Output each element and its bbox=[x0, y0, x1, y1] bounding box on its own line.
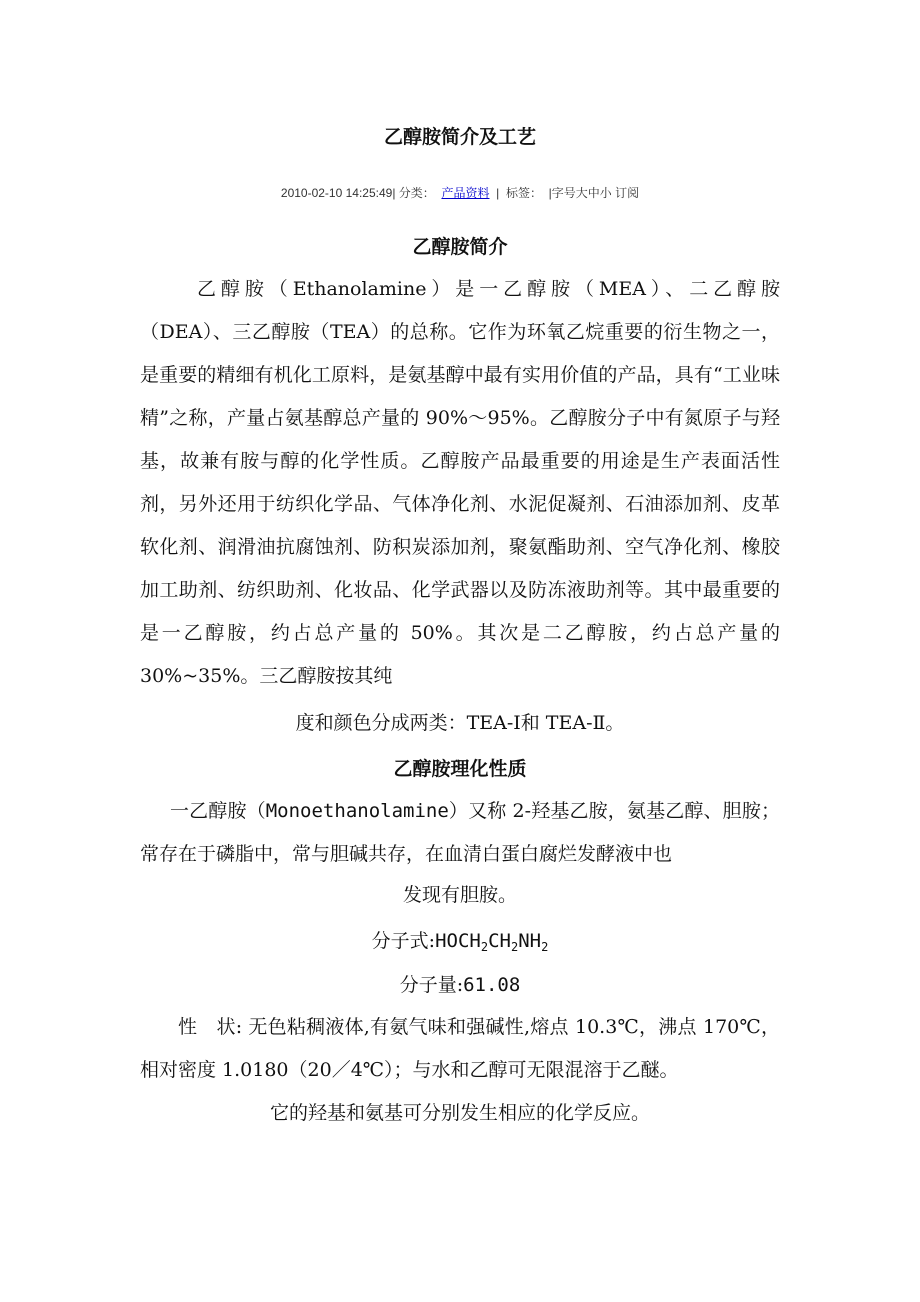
mea-description: 又称 2-羟基乙胺，氨基乙醇、胆胺；常存在于磷脂中，常与胆碱共存，在血清白蛋白腐烂发酵液中也 bbox=[140, 800, 780, 865]
category-label: 分类： bbox=[398, 186, 435, 200]
intro-paragraph: 乙醇胺（Ethanolamine）是一乙醇胺（MEA）、二乙醇胺（DEA）、三乙醇胺（TEA）的总称。它作为环氧乙烷重要的衍生物之一，是重要的精细有机化工原料，是氨基醇中最有实用价值的产品，具有“工业味精”之称，产量占氨基醇总产量的 90%～95%。乙醇胺分子中有氮原子与羟基，故兼有胺与醇的化学性质。乙醇胺产品最重要的用途是生产表面活性剂，另外还用于纺织化学品、气体净化剂、水泥促凝剂、石油添加剂、皮革软化剂、润滑油抗腐蚀剂、防积炭添加剂，聚氨酯助剂、空气净化剂、橡胶加工助剂、纺织助剂、化妆品、化学武器以及防冻液助剂等。其中最重要的是一乙醇胺，约占总产量的 50%。其次是二乙醇胺，约占总产量的 30%~35%。三乙醇胺按其纯 bbox=[140, 278, 780, 687]
meta-separator: | bbox=[496, 186, 500, 200]
section-heading-intro: 乙醇胺简介 bbox=[412, 236, 508, 258]
document-title: 乙醇胺简介及工艺 bbox=[383, 126, 536, 148]
formula-subscript: 2 bbox=[510, 940, 519, 954]
properties-paragraph bbox=[140, 1006, 780, 1092]
formula-label: 分子式: bbox=[371, 930, 436, 952]
post-meta bbox=[0, 184, 920, 201]
mw-value: 61.08 bbox=[463, 974, 521, 996]
mea-paragraph bbox=[140, 790, 780, 876]
post-datetime: 2010-02-10 14:25:49| bbox=[280, 186, 396, 200]
formula-value bbox=[435, 930, 548, 952]
mw-label: 分子量: bbox=[399, 974, 464, 996]
formula-part: CH bbox=[488, 930, 511, 952]
intro-paragraph-last-line: 度和颜色分成两类：TEA-Ⅰ和 TEA-Ⅱ。 bbox=[295, 712, 625, 734]
formula-part: NH bbox=[518, 930, 542, 952]
formula-subscript: 2 bbox=[541, 940, 549, 954]
molecular-weight bbox=[0, 970, 920, 997]
formula-part: HOCH bbox=[435, 930, 481, 952]
formula-subscript: 2 bbox=[480, 940, 489, 954]
font-size-subscribe[interactable]: |字号大中小 订阅 bbox=[548, 186, 640, 200]
category-link[interactable]: 产品资料 bbox=[441, 186, 490, 200]
section-heading-properties: 乙醇胺理化性质 bbox=[393, 758, 527, 780]
properties-text: 无色粘稠液体,有氨气味和强碱性,熔点 10.3℃，沸点 170℃，相对密度 1.0180（20／4℃）；与水和乙醇可无限混溶于乙醚。 bbox=[140, 1016, 780, 1081]
mea-name: 一乙醇胺（Monoethanolamine） bbox=[170, 800, 469, 822]
properties-label: 性 状: bbox=[178, 1016, 243, 1038]
mea-paragraph-last-line: 发现有胆胺。 bbox=[402, 884, 517, 906]
molecular-formula bbox=[0, 926, 920, 954]
tags-label: 标签： bbox=[505, 186, 542, 200]
reaction-line: 它的羟基和氨基可分别发生相应的化学反应。 bbox=[269, 1102, 650, 1124]
